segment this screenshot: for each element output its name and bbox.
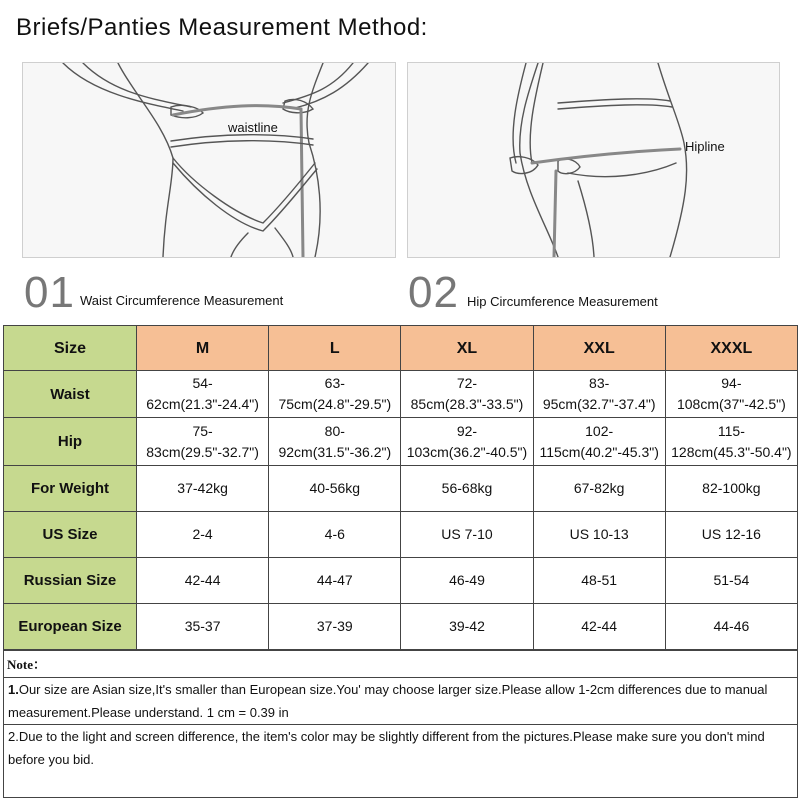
row-label-european-size: European Size [4,604,137,650]
size-chart-table [3,325,798,650]
table-cell: 44-46 [665,604,797,650]
table-cell: US 12-16 [665,512,797,558]
table-cell: 94-108cm(37"-42.5") [665,371,797,418]
page-title: Briefs/Panties Measurement Method: [16,14,428,41]
step-02-text: Hip Circumference Measurement [467,294,658,309]
table-cell: 80-92cm(31.5"-36.2") [269,418,401,466]
table-cell: 42-44 [533,604,665,650]
table-row [4,371,798,418]
table-cell: 37-42kg [137,466,269,512]
row-label-hip: Hip [4,418,137,466]
waist-figure-drawing [23,63,395,257]
table-row [4,558,798,604]
notes-heading: Note： [7,657,46,672]
waist-illustration [22,62,396,258]
table-cell: 102-115cm(40.2"-45.3") [533,418,665,466]
table-cell: 4-6 [269,512,401,558]
table-cell: US 10-13 [533,512,665,558]
table-cell: 35-37 [137,604,269,650]
hip-figure-drawing [408,63,779,257]
table-cell: 44-47 [269,558,401,604]
table-cell: 42-44 [137,558,269,604]
size-header-cell: M [137,326,269,371]
step-01-number: 01 [24,268,75,317]
table-cell: 72-85cm(28.3"-33.5") [401,371,533,418]
table-cell: 54-62cm(21.3"-24.4") [137,371,269,418]
note-item-1-number: 1. [8,682,19,697]
size-header-label: Size [4,326,137,371]
table-cell: 56-68kg [401,466,533,512]
size-header-cell: XXL [533,326,665,371]
row-label-us-size: US Size [4,512,137,558]
note-item-1-text: Our size are Asian size,It's smaller than European size.You' may choose larger size.Please allow 1-2cm differences due to manual measurement.Please understand. 1 cm = 0.39 in [8,682,768,720]
table-cell: 67-82kg [533,466,665,512]
size-header-cell: XL [401,326,533,371]
table-cell: 51-54 [665,558,797,604]
table-cell: 82-100kg [665,466,797,512]
table-row [4,512,798,558]
table-cell: 75-83cm(29.5"-32.7") [137,418,269,466]
hip-illustration [407,62,780,258]
table-cell: US 7-10 [401,512,533,558]
table-row [4,418,798,466]
row-label-russian-size: Russian Size [4,558,137,604]
table-cell: 83-95cm(32.7"-37.4") [533,371,665,418]
note-item-1 [4,678,797,724]
table-row [4,604,798,650]
row-label-waist: Waist [4,371,137,418]
table-cell: 63-75cm(24.8"-29.5") [269,371,401,418]
table-cell: 115-128cm(45.3"-50.4") [665,418,797,466]
step-02-number: 02 [408,268,459,317]
table-cell: 46-49 [401,558,533,604]
table-row [4,466,798,512]
step-01-text: Waist Circumference Measurement [80,293,284,308]
table-cell: 92-103cm(36.2"-40.5") [401,418,533,466]
hipline-label: Hipline [685,139,725,154]
table-cell: 37-39 [269,604,401,650]
table-cell: 39-42 [401,604,533,650]
waistline-label: waistline [228,120,278,135]
table-cell: 2-4 [137,512,269,558]
size-header-cell: L [269,326,401,371]
size-header-cell: XXXL [665,326,797,371]
size-header-row [4,326,798,371]
table-cell: 40-56kg [269,466,401,512]
row-label-weight: For Weight [4,466,137,512]
note-item-2: 2.Due to the light and screen difference, the item's color may be slightly different from the pictures.Please make sure you don't mind before you bid. [8,729,765,767]
notes-box [3,650,798,798]
table-cell: 48-51 [533,558,665,604]
